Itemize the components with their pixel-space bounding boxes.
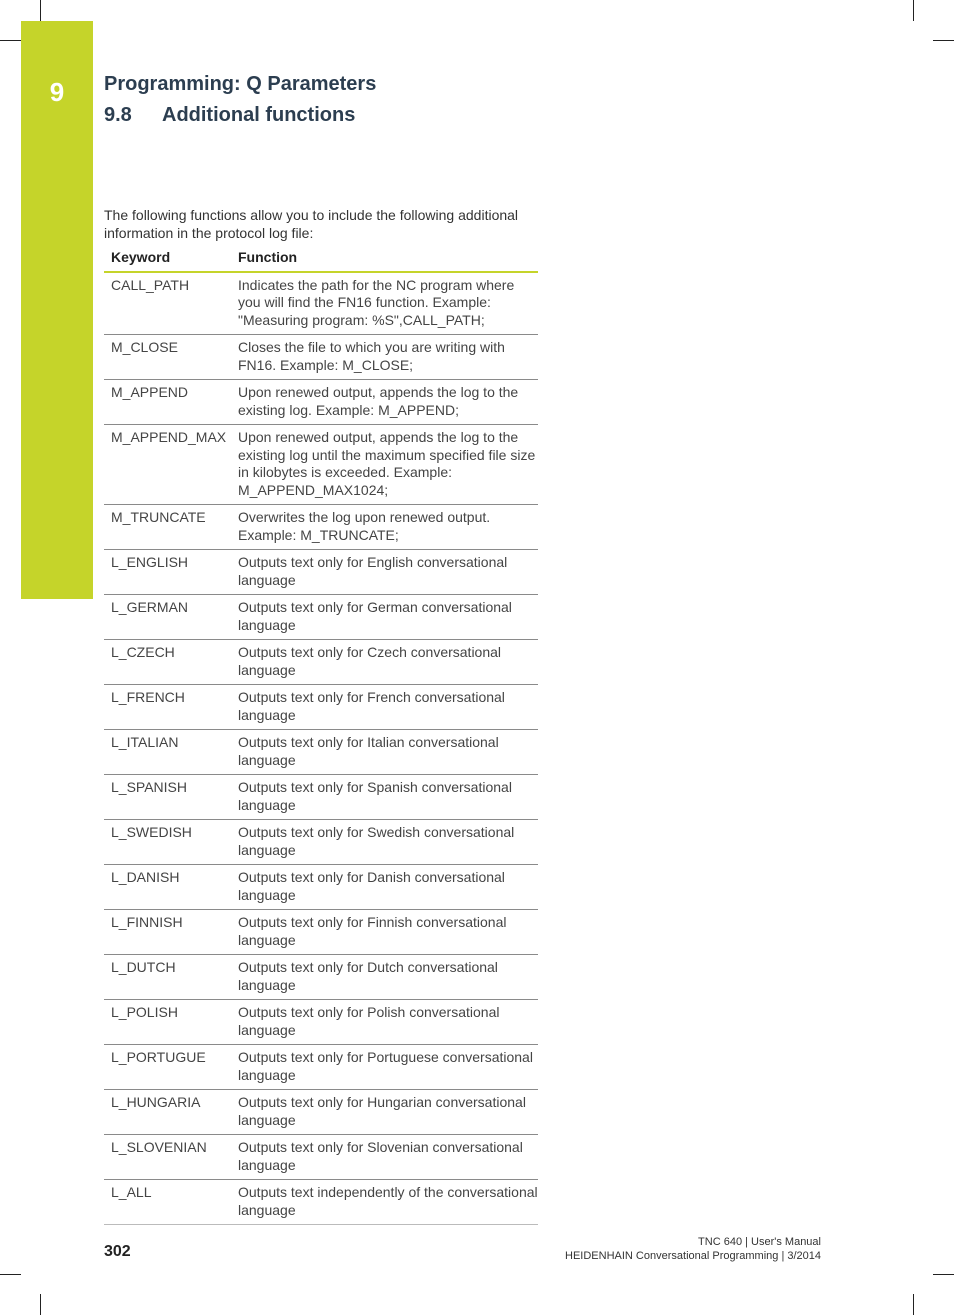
keyword-cell: L_ITALIAN xyxy=(104,730,231,775)
keyword-cell: CALL_PATH xyxy=(104,272,231,335)
intro-paragraph: The following functions allow you to include the following additional information in the protocol log file: xyxy=(104,207,519,241)
crop-mark xyxy=(0,40,21,41)
footer-line-1: TNC 640 | User's Manual xyxy=(698,1236,821,1248)
crop-mark xyxy=(933,1274,954,1275)
chapter-title: Programming: Q Parameters xyxy=(104,73,377,95)
footer-text xyxy=(565,1235,821,1263)
crop-mark xyxy=(933,40,954,41)
table-row xyxy=(104,1045,538,1090)
table-row xyxy=(104,820,538,865)
chapter-side-band xyxy=(21,21,93,599)
function-cell: Outputs text only for Spanish conversational language xyxy=(231,775,538,820)
function-cell: Outputs text only for Danish conversational language xyxy=(231,865,538,910)
table-row xyxy=(104,505,538,550)
keyword-cell: L_FRENCH xyxy=(104,685,231,730)
function-cell: Outputs text only for Czech conversational language xyxy=(231,640,538,685)
keyword-cell: L_DANISH xyxy=(104,865,231,910)
keyword-cell: M_APPEND_MAX xyxy=(104,425,231,505)
table-header-row xyxy=(104,247,538,272)
keyword-cell: L_ALL xyxy=(104,1180,231,1225)
table-row xyxy=(104,272,538,335)
crop-mark xyxy=(913,1294,914,1315)
table-row xyxy=(104,955,538,1000)
chapter-number: 9 xyxy=(49,77,65,107)
keyword-cell: L_GERMAN xyxy=(104,595,231,640)
function-cell: Upon renewed output, appends the log to the existing log until the maximum specified file size in kilobytes is exceeded. Example: M_APPEND_MAX1024; xyxy=(231,425,538,505)
keyword-cell: M_CLOSE xyxy=(104,335,231,380)
table-row xyxy=(104,730,538,775)
table-row xyxy=(104,775,538,820)
page-number: 302 xyxy=(104,1243,131,1260)
crop-mark xyxy=(913,0,914,21)
keyword-cell: L_HUNGARIA xyxy=(104,1090,231,1135)
table-row xyxy=(104,425,538,505)
section-title xyxy=(104,104,355,127)
crop-mark xyxy=(40,0,41,21)
table-row xyxy=(104,595,538,640)
keyword-cell: L_CZECH xyxy=(104,640,231,685)
function-cell: Outputs text only for Slovenian conversational language xyxy=(231,1135,538,1180)
table-row xyxy=(104,1135,538,1180)
keyword-cell: L_FINNISH xyxy=(104,910,231,955)
table-row xyxy=(104,550,538,595)
section-number: 9.8 xyxy=(104,104,132,126)
keyword-cell: L_SWEDISH xyxy=(104,820,231,865)
keyword-cell: L_POLISH xyxy=(104,1000,231,1045)
function-cell: Outputs text only for Italian conversational language xyxy=(231,730,538,775)
table-row xyxy=(104,865,538,910)
table-row xyxy=(104,1000,538,1045)
keyword-cell: L_SPANISH xyxy=(104,775,231,820)
section-title-text: Additional functions xyxy=(162,104,356,126)
function-cell: Indicates the path for the NC program where you will find the FN16 function. Example: "Measuring program: %S",CALL_PATH; xyxy=(231,272,538,335)
keyword-cell: L_PORTUGUE xyxy=(104,1045,231,1090)
table-row xyxy=(104,910,538,955)
function-cell: Outputs text independently of the conversational language xyxy=(231,1180,538,1225)
keyword-cell: L_DUTCH xyxy=(104,955,231,1000)
column-header-function: Function xyxy=(231,247,538,272)
crop-mark xyxy=(0,1274,21,1275)
keyword-table xyxy=(104,247,538,1225)
column-header-keyword: Keyword xyxy=(104,247,231,272)
function-cell: Outputs text only for Polish conversational language xyxy=(231,1000,538,1045)
function-cell: Overwrites the log upon renewed output. Example: M_TRUNCATE; xyxy=(231,505,538,550)
function-cell: Outputs text only for English conversational language xyxy=(231,550,538,595)
function-cell: Outputs text only for German conversational language xyxy=(231,595,538,640)
table-row xyxy=(104,1090,538,1135)
function-cell: Outputs text only for French conversational language xyxy=(231,685,538,730)
keyword-cell: L_SLOVENIAN xyxy=(104,1135,231,1180)
function-cell: Closes the file to which you are writing with FN16. Example: M_CLOSE; xyxy=(231,335,538,380)
footer-line-2: HEIDENHAIN Conversational Programming | 3/2014 xyxy=(565,1250,821,1262)
keyword-cell: M_TRUNCATE xyxy=(104,505,231,550)
table-row xyxy=(104,685,538,730)
function-cell: Outputs text only for Portuguese conversational language xyxy=(231,1045,538,1090)
keyword-cell: L_ENGLISH xyxy=(104,550,231,595)
function-cell: Outputs text only for Hungarian conversational language xyxy=(231,1090,538,1135)
table-row xyxy=(104,380,538,425)
function-cell: Outputs text only for Dutch conversational language xyxy=(231,955,538,1000)
table-row xyxy=(104,640,538,685)
crop-mark xyxy=(40,1294,41,1315)
function-cell: Upon renewed output, appends the log to the existing log. Example: M_APPEND; xyxy=(231,380,538,425)
function-cell: Outputs text only for Finnish conversational language xyxy=(231,910,538,955)
function-cell: Outputs text only for Swedish conversational language xyxy=(231,820,538,865)
keyword-cell: M_APPEND xyxy=(104,380,231,425)
table-row xyxy=(104,335,538,380)
table-row xyxy=(104,1180,538,1225)
